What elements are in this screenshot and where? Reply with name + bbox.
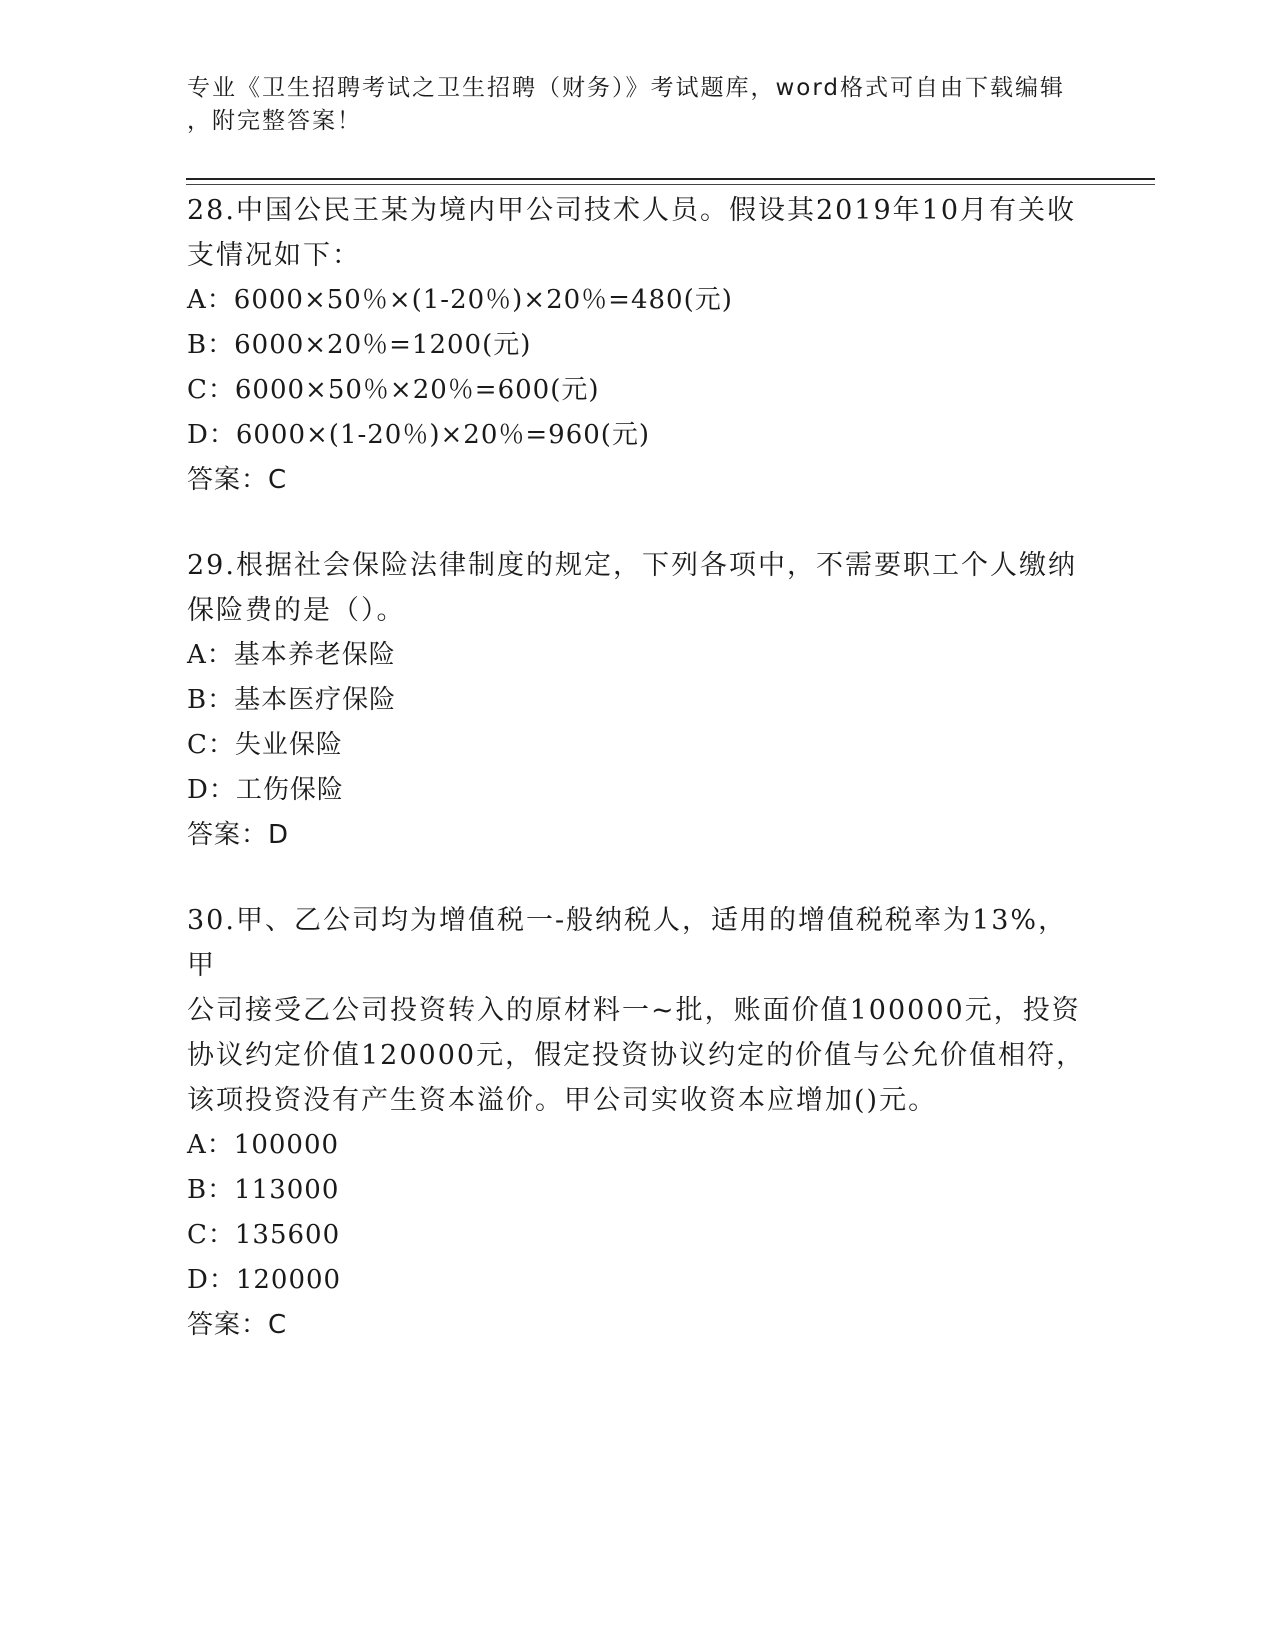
option-a: A：基本养老保险: [187, 640, 396, 670]
question-stem: 公司接受乙公司投资转入的原材料一~批，账面价值100000元，投资: [187, 995, 1081, 1026]
option-b: B：113000: [187, 1175, 340, 1205]
option-b: B：基本医疗保险: [187, 685, 397, 715]
answer-line: 答案：D: [187, 820, 290, 850]
question-stem: 29.根据社会保险法律制度的规定，下列各项中，不需要职工个人缴纳: [187, 550, 1077, 581]
option-c: C：135600: [187, 1220, 341, 1250]
question-30: [187, 898, 1087, 1348]
option-a: A：6000×50％×(1-20％)×20％=480(元): [187, 285, 733, 315]
question-29: [187, 543, 1087, 858]
option-d: D：工伤保险: [187, 775, 344, 805]
document-header: [187, 72, 1067, 138]
header-line-1: 专业《卫生招聘考试之卫生招聘（财务）》考试题库，word格式可自由下载编辑: [187, 75, 1066, 101]
question-stem: 保险费的是（）。: [187, 595, 406, 626]
question-list: [187, 188, 1087, 1388]
question-stem: 28.中国公民王某为境内甲公司技术人员。假设其2019年10月有关收: [187, 195, 1077, 226]
header-divider-thin: [186, 184, 1155, 185]
question-stem: 该项投资没有产生资本溢价。甲公司实收资本应增加()元。: [187, 1085, 938, 1116]
option-b: B：6000×20％=1200(元): [187, 330, 532, 360]
option-c: C：失业保险: [187, 730, 343, 760]
header-divider-thick: [186, 178, 1155, 180]
header-line-2: ，附完整答案！: [187, 108, 362, 134]
option-d: D：120000: [187, 1265, 342, 1295]
answer-line: 答案：C: [187, 465, 288, 495]
question-stem: 支情况如下：: [187, 240, 361, 271]
question-stem: 30.甲、乙公司均为增值税一-般纳税人，适用的增值税税率为13%，甲: [187, 905, 1068, 981]
question-stem: 协议约定价值120000元，假定投资协议约定的价值与公允价值相符，: [187, 1040, 1086, 1071]
option-c: C：6000×50％×20％=600(元): [187, 375, 600, 405]
question-28: [187, 188, 1087, 503]
option-d: D：6000×(1-20％)×20％=960(元): [187, 420, 651, 450]
option-a: A：100000: [187, 1130, 340, 1160]
answer-line: 答案：C: [187, 1310, 288, 1340]
